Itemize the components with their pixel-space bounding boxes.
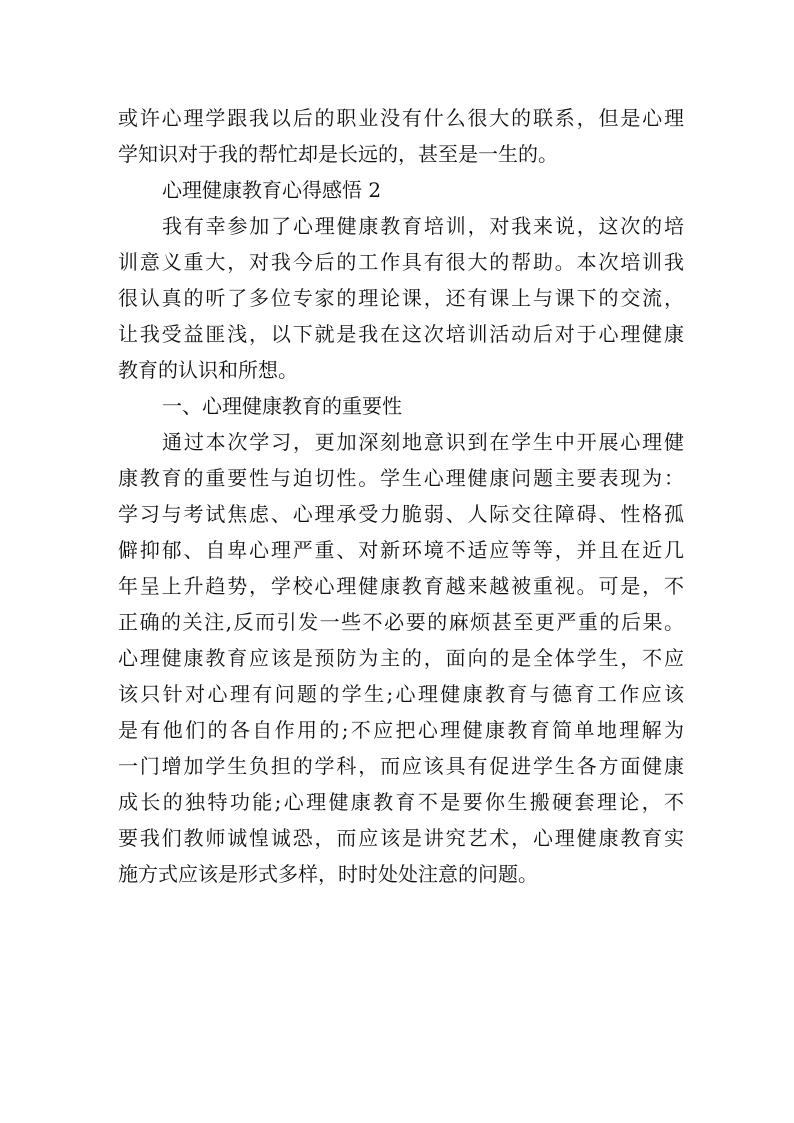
text-line: 成长的独特功能;心理健康教育不是要你生搬硬套理论，不 (118, 790, 684, 814)
text-line: 让我受益匪浅，以下就是我在这次培训活动后对于心理健康 (118, 322, 684, 346)
text-line: 教育的认识和所想。 (118, 358, 298, 382)
text-line: 正确的关注,反而引发一些不必要的麻烦甚至更严重的后果。 (118, 610, 684, 634)
text-line: 一门增加学生负担的学科，而应该具有促进学生各方面健康 (118, 754, 684, 778)
text-line: 学知识对于我的帮忙却是长远的，甚至是一生的。 (118, 142, 558, 166)
text-line: 该只针对心理有问题的学生;心理健康教育与德育工作应该 (118, 682, 684, 706)
text-line: 通过本次学习，更加深刻地意识到在学生中开展心理健 (162, 430, 684, 454)
text-line: 或许心理学跟我以后的职业没有什么很大的联系，但是心理 (118, 106, 684, 130)
section-title-text: 心理健康教育心得感悟 2 (162, 178, 382, 202)
subheading-text: 一、心理健康教育的重要性 (162, 394, 402, 418)
text-line: 学习与考试焦虑、心理承受力脆弱、人际交往障碍、性格孤 (118, 502, 684, 526)
text-line: 我有幸参加了心理健康教育培训，对我来说，这次的培 (162, 214, 684, 238)
paragraph-main (118, 424, 684, 892)
text-line: 施方式应该是形式多样，时时处处注意的问题。 (118, 862, 538, 886)
document-body (118, 100, 684, 892)
text-line: 训意义重大，对我今后的工作具有很大的帮助。本次培训我 (118, 250, 684, 274)
text-line: 很认真的听了多位专家的理论课，还有课上与课下的交流， (118, 286, 684, 310)
text-line: 要我们教师诚惶诚恐，而应该是讲究艺术，心理健康教育实 (118, 826, 684, 850)
text-line: 康教育的重要性与迫切性。学生心理健康问题主要表现为： (118, 466, 684, 490)
text-line: 心理健康教育应该是预防为主的，面向的是全体学生，不应 (118, 646, 684, 670)
section-title (118, 172, 684, 208)
paragraph-continuation (118, 100, 684, 172)
text-line: 僻抑郁、自卑心理严重、对新环境不适应等等，并且在近几 (118, 538, 684, 562)
paragraph-intro (118, 208, 684, 388)
text-line: 是有他们的各自作用的;不应把心理健康教育简单地理解为 (118, 718, 684, 742)
text-line: 年呈上升趋势，学校心理健康教育越来越被重视。可是，不 (118, 574, 684, 598)
subheading (118, 388, 684, 424)
